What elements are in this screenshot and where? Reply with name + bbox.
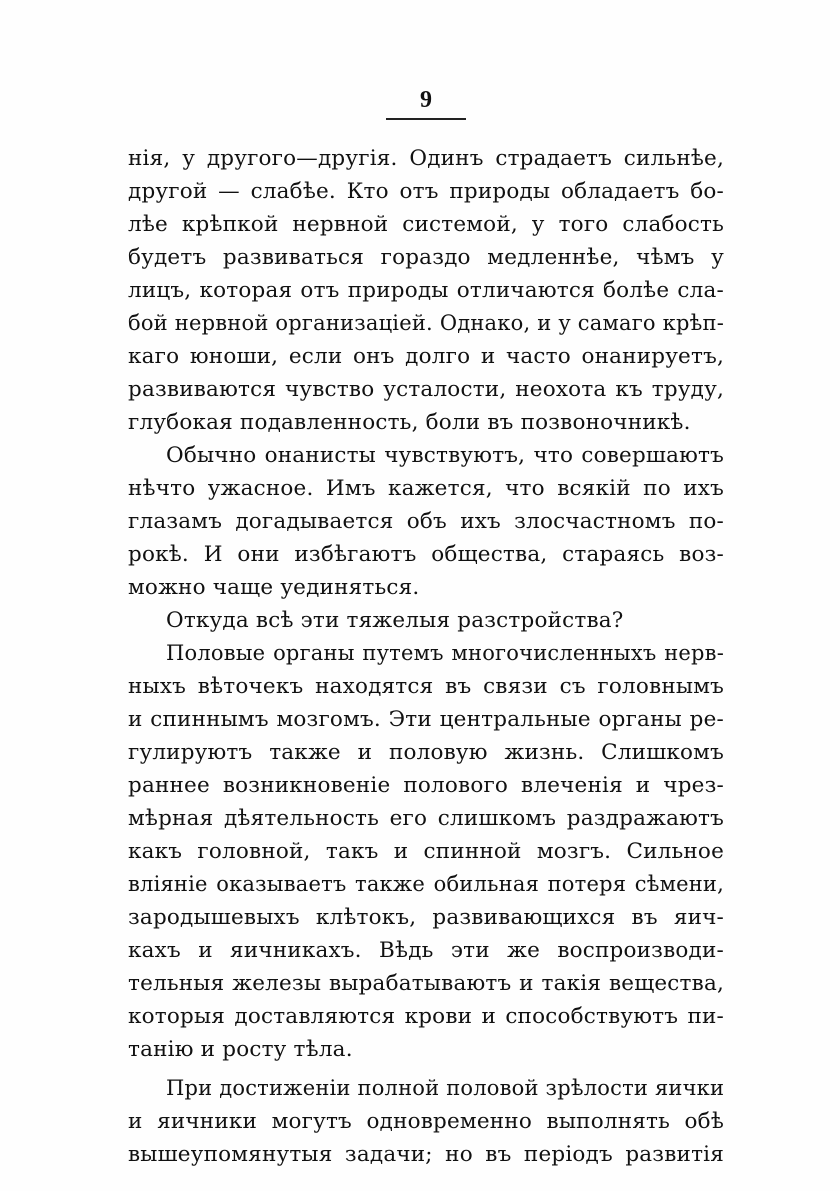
text-line: Половые органы путемъ многочисленныхъ нерв- xyxy=(166,641,724,665)
text-line: танію и росту тѣла. xyxy=(128,1037,353,1062)
text-line: другой — слабѣе. Кто отъ природы обладаетъ бо- xyxy=(128,179,724,204)
text-line: глазамъ догадывается объ ихъ злосчастномъ по- xyxy=(128,509,724,534)
text-line: и яичники могутъ одновременно выполнять обѣ xyxy=(128,1109,724,1134)
text-line: каго юноши, если онъ долго и часто онанируетъ, xyxy=(128,344,724,369)
text-line: вліяніе оказываетъ также обильная потеря сѣмени, xyxy=(128,872,724,896)
text-line: зародышевыхъ клѣтокъ, развивающихся въ яич- xyxy=(128,905,724,930)
text-line: бой нервной организаціей. Однако, и у самаго крѣп- xyxy=(128,311,724,335)
text-line: раннее возникновеніе полового влеченія и чрез- xyxy=(128,773,724,798)
text-line: лицъ, которая отъ природы отличаются болѣе сла- xyxy=(128,278,724,303)
text-line: кахъ и яичникахъ. Вѣдь эти же воспроизводи- xyxy=(128,938,724,963)
text-line: будетъ развиваться гораздо медленнѣе, чѣмъ у xyxy=(128,245,724,270)
text-line: гулируютъ также и половую жизнь. Слишкомъ xyxy=(128,740,724,765)
page-number: 9 xyxy=(420,87,432,113)
text-line: Откуда всѣ эти тяжелыя разстройства? xyxy=(166,608,624,633)
body-text xyxy=(128,142,724,1171)
text-line: ныхъ вѣточекъ находятся въ связи съ головнымъ xyxy=(128,674,724,699)
text-line: развиваются чувство усталости, неохота къ труду, xyxy=(128,377,724,402)
text-line: Обычно онанисты чувствуютъ, что совершаютъ xyxy=(166,443,724,468)
text-line: нѣчто ужасное. Имъ кажется, что всякій по ихъ xyxy=(128,476,724,501)
text-line: и спиннымъ мозгомъ. Эти центральные органы ре- xyxy=(128,707,724,732)
text-line: какъ головной, такъ и спинной мозгъ. Сильное xyxy=(128,839,724,864)
text-line: глубокая подавленность, боли въ позвоночникѣ. xyxy=(128,410,691,435)
text-line: мѣрная дѣятельность его слишкомъ раздражаютъ xyxy=(128,806,724,831)
text-line: При достиженіи полной половой зрѣлости яички xyxy=(166,1076,725,1100)
page-number-rule xyxy=(386,118,466,120)
text-line: которыя доставляются крови и способствуютъ пи- xyxy=(128,1004,724,1029)
text-line: вышеупомянутыя задачи; но въ періодъ развитія xyxy=(128,1142,724,1167)
text-line: лѣе крѣпкой нервной системой, у того слабость xyxy=(128,212,724,237)
text-line: нія, у другого—другія. Одинъ страдаетъ сильнѣе, xyxy=(128,146,724,171)
text-line: тельныя железы вырабатываютъ и такія вещества, xyxy=(128,971,724,996)
text-line: рокѣ. И они избѣгаютъ общества, стараясь воз- xyxy=(128,542,724,567)
text-line: можно чаще уединяться. xyxy=(128,575,420,600)
page-header xyxy=(386,86,466,120)
